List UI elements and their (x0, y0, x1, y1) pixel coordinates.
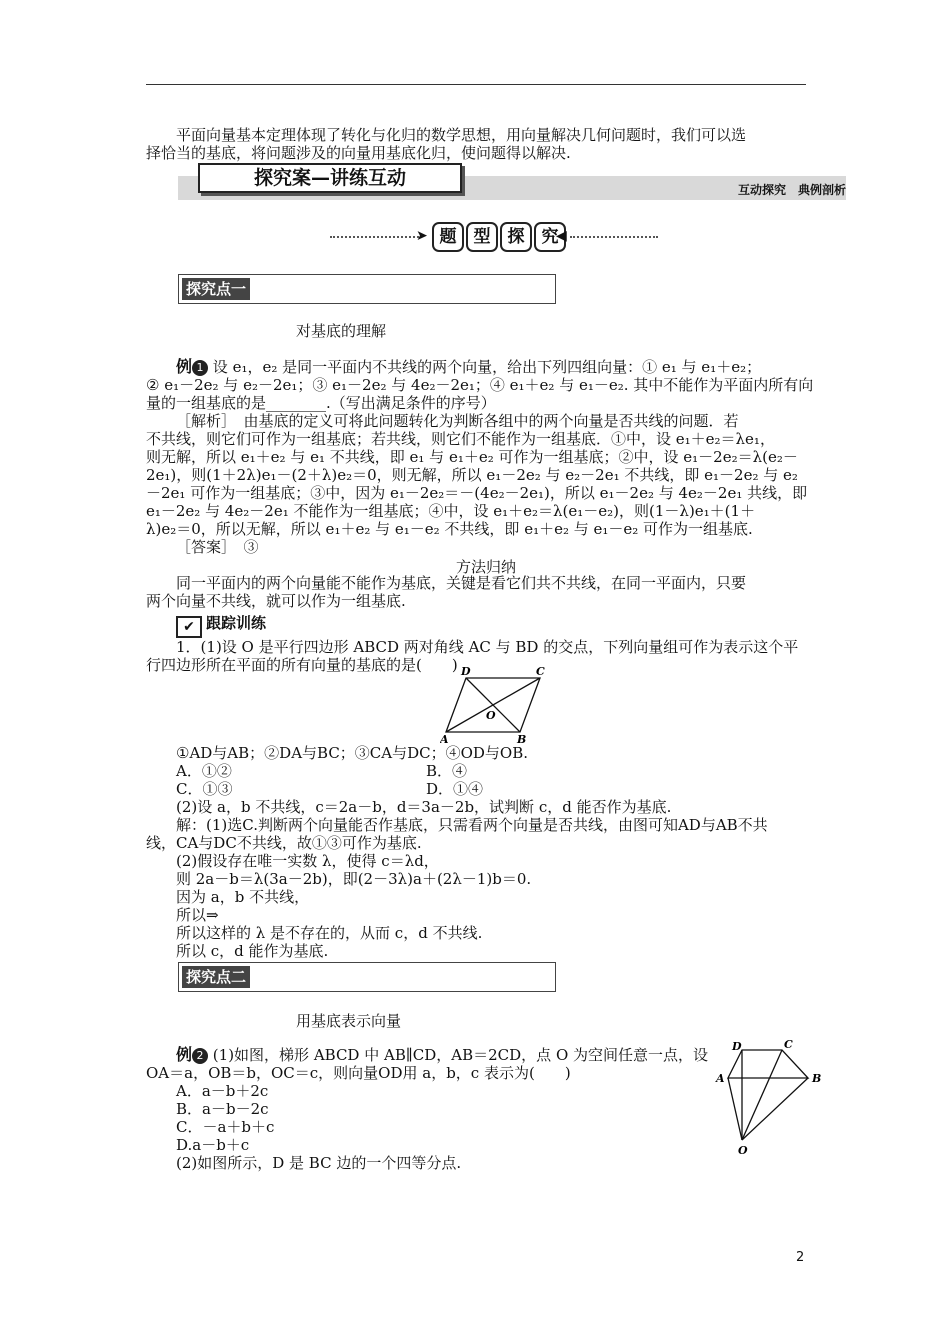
dotted-rule-right (570, 236, 658, 238)
vertex-label-c: C (784, 1038, 793, 1051)
point-label-2: 探究点二 (182, 966, 250, 988)
example2-line-1 (176, 1046, 708, 1064)
diagonal-bd (466, 678, 520, 732)
vertex-label-a: A (716, 1072, 725, 1085)
ex2-option-c: C．－a＋b＋c (176, 1118, 275, 1136)
q1-line: 行四边形所在平面的所有向量的基底的是( ) (146, 656, 458, 674)
trapezoid-shape (728, 1050, 808, 1078)
solution-line: 线，CA与DC不共线，故①③可作为基底. (146, 834, 422, 852)
example-tag: 例 (176, 1045, 193, 1064)
q2-line: (2)设 a，b 不共线，c＝2a－b，d＝3a－2b，试判断 c，d 能否作为基底. (176, 798, 672, 816)
analysis-line: ［解析］ 由基底的定义可将此问题转化为判断各组中的两个向量是否共线的问题．若 (176, 412, 739, 430)
section-head-char: 题 (432, 222, 464, 252)
analysis-line: 2e₁)，则(1＋2λ)e₁－(2＋λ)e₂＝0，则无解，所以 e₁－2e₂ 与 e₂－2e₁ 不共线，即 e₁－2e₂ 与 e₂ (146, 466, 798, 484)
example1-text: 设 e₁，e₂ 是同一平面内不共线的两个向量，给出下列四组向量：① e₁ 与 e₁＋e₂； (212, 358, 762, 376)
solution-line: 因为 a，b 不共线， (176, 888, 310, 906)
answer-line: ［答案］ ③ (176, 538, 259, 556)
section-head-char: 型 (466, 222, 498, 252)
analysis-line: e₁－2e₂ 与 4e₂－2e₁ 不能作为一组基底；④中，设 e₁＋e₂＝λ(e₁－e₂)，则(1－λ)e₁＋(1＋ (146, 502, 756, 520)
example-number-badge: 2 (192, 1048, 208, 1064)
point-box-1 (178, 274, 556, 304)
vertex-label-b: B (812, 1072, 822, 1085)
option-a: A．①② (176, 762, 232, 780)
trapezoid-figure (712, 1036, 832, 1160)
arrow-right-icon: ➤ (416, 228, 428, 244)
parallelogram-figure (440, 666, 550, 746)
top-rule (146, 84, 806, 85)
ex2-option-b: B．a－b－2c (176, 1100, 269, 1118)
solution-line: 所以这样的 λ 是不存在的，从而 c，d 不共线. (176, 924, 483, 942)
section-head-char: 究 (534, 222, 566, 252)
banner-subtitle: 互动探究 典例剖析 (737, 183, 846, 197)
method-line: 两个向量不共线，就可以作为一组基底. (146, 592, 406, 610)
arrow-left-icon: ◀ (556, 228, 567, 244)
example1-line-2: ② e₁－2e₂ 与 e₂－2e₁；③ e₁－2e₂ 与 4e₂－2e₁；④ e₁＋e₂ 与 e₁－e₂. 其中不能作为平面内所有向 (146, 376, 814, 394)
analysis-line: －2e₁ 可作为一组基底；③中，因为 e₁－2e₂＝－(4e₂－2e₁)，所以 e₁－2e₂ 与 4e₂－2e₁ 共线，即 (146, 484, 808, 502)
analysis-line: λ)e₂＝0，所以无解，所以 e₁＋e₂ 与 e₁－e₂ 不共线，即 e₁＋e₂ 与 e₁－e₂ 可作为一组基底. (146, 520, 753, 538)
training-title: 跟踪训练 (206, 614, 267, 632)
ex2-q2-line: (2)如图所示，D 是 BC 边的一个四等分点. (176, 1154, 462, 1172)
example1-line-1 (176, 358, 761, 376)
example2-line-2: OA＝a，OB＝b，OC＝c，则向量OD用 a，b，c 表示为( ) (146, 1064, 571, 1082)
example-tag: 例 (176, 357, 193, 376)
point-title-1: 对基底的理解 (296, 322, 387, 340)
point-box-2 (178, 962, 556, 992)
center-label-o: O (486, 709, 496, 722)
ex2-option-a: A．a－b＋2c (176, 1082, 269, 1100)
checkmark-icon: ✔ (176, 616, 202, 638)
edge-ob (742, 1078, 808, 1140)
solution-line: 所以⇒ (176, 906, 219, 924)
page-number: 2 (796, 1250, 805, 1265)
option-d: D．①④ (426, 780, 484, 798)
section-head-char: 探 (500, 222, 532, 252)
analysis-line: 则无解，所以 e₁＋e₂ 与 e₁ 不共线，即 e₁ 与 e₁＋e₂ 可作为一组基底；②中，设 e₁－2e₂＝λ(e₂－ (146, 448, 798, 466)
analysis-line: 不共线，则它们可作为一组基底；若共线，则它们不能作为一组基底．①中，设 e₁＋e₂＝λe₁， (146, 430, 775, 448)
edge-oa (728, 1078, 742, 1140)
edge-oc (742, 1050, 782, 1140)
vertex-label-c: C (536, 666, 545, 678)
training-header (176, 612, 266, 638)
solution-line: 所以 c，d 能作为基底. (176, 942, 329, 960)
example2-text: (1)如图，梯形 ABCD 中 AB∥CD，AB＝2CD，点 O 为空间任意一点，设 (212, 1046, 709, 1064)
vertex-label-b: B (517, 733, 527, 746)
intro-line-2: 择恰当的基底，将问题涉及的向量用基底化归，使问题得以解决. (146, 144, 571, 162)
intro-line-1: 平面向量基本定理体现了转化与化归的数学思想，用向量解决几何问题时，我们可以选 (176, 126, 747, 144)
vertex-label-o: O (738, 1144, 748, 1157)
method-line: 同一平面内的两个向量能不能作为基底，关键是看它们共不共线，在同一平面内，只要 (176, 574, 747, 592)
vector-groups: ①AD与AB；②DA与BC；③CA与DC；④OD与OB. (176, 744, 529, 762)
vertex-label-d: D (461, 666, 471, 678)
solution-line: 则 2a－b＝λ(3a－2b)，即(2－3λ)a＋(2λ－1)b＝0. (176, 870, 532, 888)
vertex-label-a: A (440, 733, 449, 746)
q1-line: 1．(1)设 O 是平行四边形 ABCD 两对角线 AC 与 BD 的交点，下列向量组可作为表示这个平 (176, 638, 799, 656)
example1-line-3: 量的一组基底的是________.（写出满足条件的序号） (146, 394, 496, 412)
point-title-2: 用基底表示向量 (296, 1012, 402, 1030)
solution-line: 解：(1)选C.判断两个向量能否作基底，只需看两个向量是否共线，由图可知AD与AB不共 (176, 816, 768, 834)
method-title: 方法归纳 (456, 558, 517, 576)
vertex-label-d: D (732, 1040, 742, 1053)
example-number-badge: 1 (192, 360, 208, 376)
solution-line: (2)假设存在唯一实数 λ，使得 c＝λd， (176, 852, 439, 870)
option-b: B．④ (426, 762, 468, 780)
section-head (432, 222, 566, 252)
dotted-rule-left (330, 236, 422, 238)
ex2-option-d: D.a－b＋c (176, 1136, 250, 1154)
banner-title: 探究案—讲练互动 (198, 163, 462, 193)
option-c: C．①③ (176, 780, 233, 798)
point-label-1: 探究点一 (182, 278, 250, 300)
